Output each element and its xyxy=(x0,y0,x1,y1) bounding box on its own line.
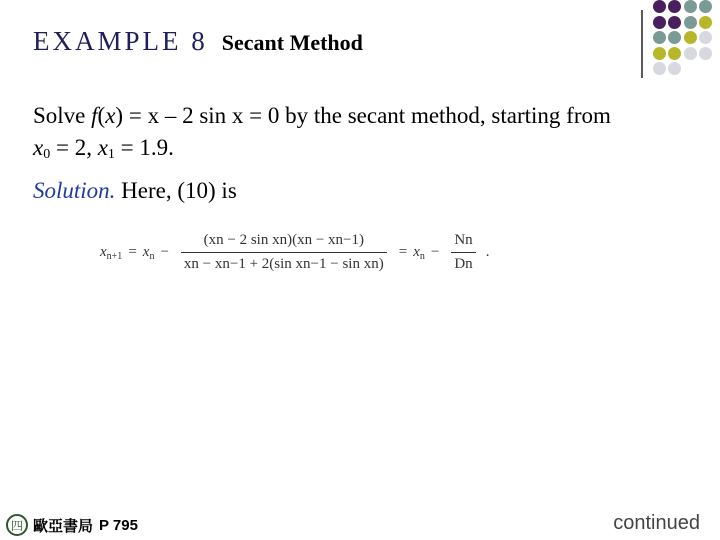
f-symbol: f xyxy=(91,103,98,128)
x-symbol: x xyxy=(105,103,116,128)
main-fraction xyxy=(181,232,387,273)
page-reference: P 795 xyxy=(99,516,138,534)
solution-label: Solution. xyxy=(33,178,116,203)
problem-statement xyxy=(33,100,611,171)
example-label: EXAMPLE 8 xyxy=(33,26,208,56)
decor-dot xyxy=(699,0,712,13)
slide-title xyxy=(33,26,363,57)
decor-dot xyxy=(668,0,681,13)
nd-denominator: Dn xyxy=(451,252,475,273)
minus-sign-2: − xyxy=(430,244,440,260)
decor-dot xyxy=(699,16,712,29)
equation-text: = x – 2 sin x = 0 by the secant method, starting from xyxy=(123,103,611,128)
decor-dot xyxy=(684,16,697,29)
x0-symbol: x xyxy=(33,135,44,160)
decor-dot xyxy=(668,62,681,75)
decorative-dot-grid xyxy=(649,0,720,80)
decor-dot xyxy=(668,31,681,44)
publisher-logo-icon: 四 xyxy=(6,514,28,536)
fraction-denominator: xn − xn−1 + 2(sin xn−1 − sin xn) xyxy=(181,252,387,273)
decor-dot xyxy=(653,0,666,13)
solve-word: Solve xyxy=(33,103,86,128)
lhs-sub: n+1 xyxy=(106,250,123,262)
paren-close: ) xyxy=(115,103,124,128)
decor-dot xyxy=(653,47,666,60)
lhs-x: x xyxy=(100,243,107,260)
xn-x: x xyxy=(142,243,150,260)
minus-sign: − xyxy=(160,244,169,260)
paren-open: ( xyxy=(97,103,106,128)
decor-dot xyxy=(668,16,681,29)
decor-vertical-line xyxy=(641,10,643,78)
equals-1: = xyxy=(128,244,137,260)
formula-xn-2 xyxy=(413,244,425,262)
decor-dot xyxy=(653,31,666,44)
decor-dot xyxy=(684,0,697,13)
decor-dot xyxy=(653,62,666,75)
x0-subscript: 0 xyxy=(43,147,51,162)
secant-formula xyxy=(100,232,489,273)
formula-period: . xyxy=(485,244,490,260)
decor-dot xyxy=(699,31,712,44)
decor-dot xyxy=(653,16,666,29)
equals-2: = xyxy=(398,244,408,260)
formula-xn xyxy=(143,244,155,262)
nd-numerator: Nn xyxy=(454,232,473,248)
publisher-name: 歐亞書局 xyxy=(33,516,94,535)
problem-line-2 xyxy=(33,132,611,171)
nd-fraction xyxy=(451,232,475,273)
decor-dot xyxy=(668,47,681,60)
xn2-x: x xyxy=(413,243,420,260)
solution-text: Here, (10) is xyxy=(115,178,237,203)
footer-publisher xyxy=(6,514,138,536)
xn2-sub: n xyxy=(419,250,425,262)
x1-symbol: x xyxy=(97,135,108,160)
x1-subscript: 1 xyxy=(107,147,115,162)
decor-dot xyxy=(684,31,697,44)
xn-sub: n xyxy=(149,250,155,262)
fraction-numerator: (xn − 2 sin xn)(xn − xn−1) xyxy=(203,232,365,248)
problem-line-1 xyxy=(33,100,611,132)
formula-lhs xyxy=(100,244,122,262)
decor-dot xyxy=(699,47,712,60)
decor-dot xyxy=(684,47,697,60)
example-subtitle: Secant Method xyxy=(221,30,363,55)
continued-label: continued xyxy=(613,512,700,534)
solution-line xyxy=(33,178,237,204)
x0-value: = 2, xyxy=(50,135,98,160)
x1-value: = 1.9. xyxy=(114,135,174,160)
